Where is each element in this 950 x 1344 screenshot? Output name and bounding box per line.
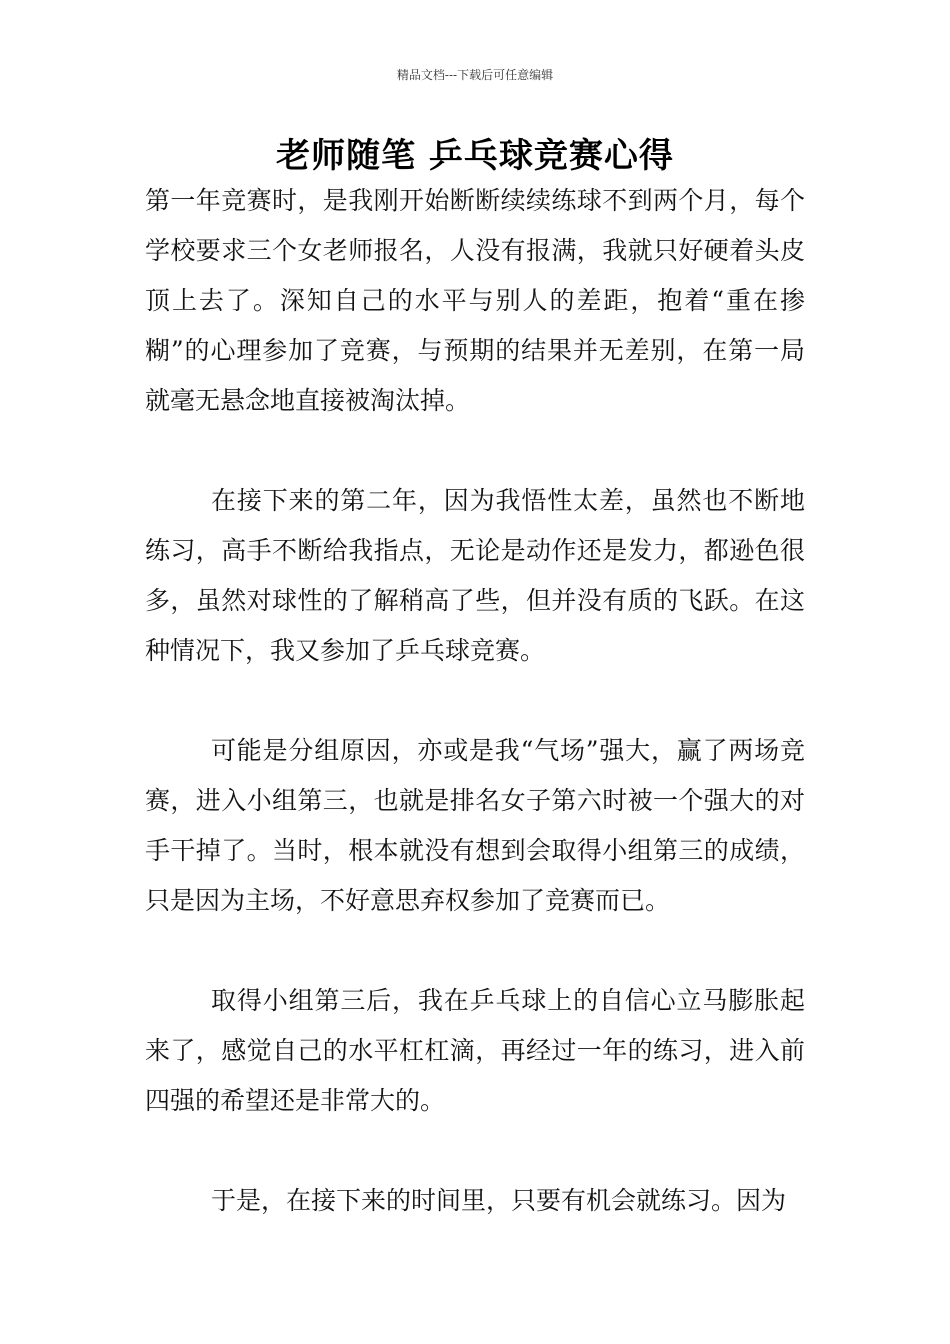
document-body [145, 176, 805, 1226]
page-header: 精品文档---下载后可任意编辑 [396, 68, 554, 82]
paragraph-gap [145, 926, 805, 976]
paragraph-4: 取得小组第三后，我在乒乓球上的自信心立马膨胀起来了，感觉自己的水平杠杠滴，再经过一年的练习，进入前四强的希望还是非常大的。 [145, 986, 805, 1115]
paragraph-3: 可能是分组原因，亦或是我“气场”强大，赢了两场竞赛，进入小组第三，也就是排名女子第六时被一个强大的对手干掉了。当时，根本就没有想到会取得小组第三的成绩，只是因为主场，不好意思弃权参加了竞赛而已。 [145, 736, 805, 915]
paragraph-2: 在接下来的第二年，因为我悟性太差，虽然也不断地练习，高手不断给我指点，无论是动作还是发力，都逊色很多，虽然对球性的了解稍高了些，但并没有质的飞跃。在这种情况下，我又参加了乒乓球竞赛。 [145, 486, 805, 665]
document-title: 老师随笔 乒乓球竞赛心得 [276, 136, 674, 176]
paragraph-gap [145, 676, 805, 726]
paragraph-gap [145, 1126, 805, 1176]
paragraph-5: 于是，在接下来的时间里，只要有机会就练习。因为 [211, 1186, 787, 1215]
paragraph-1: 第一年竞赛时，是我刚开始断断续续练球不到两个月，每个学校要求三个女老师报名，人没有报满，我就只好硬着头皮顶上去了。深知自己的水平与别人的差距，抱着“重在掺糊”的心理参加了竞赛，与预期的结果并无差别，在第一局就毫无悬念地直接被淘汰掉。 [145, 186, 805, 415]
paragraph-gap [145, 426, 805, 476]
